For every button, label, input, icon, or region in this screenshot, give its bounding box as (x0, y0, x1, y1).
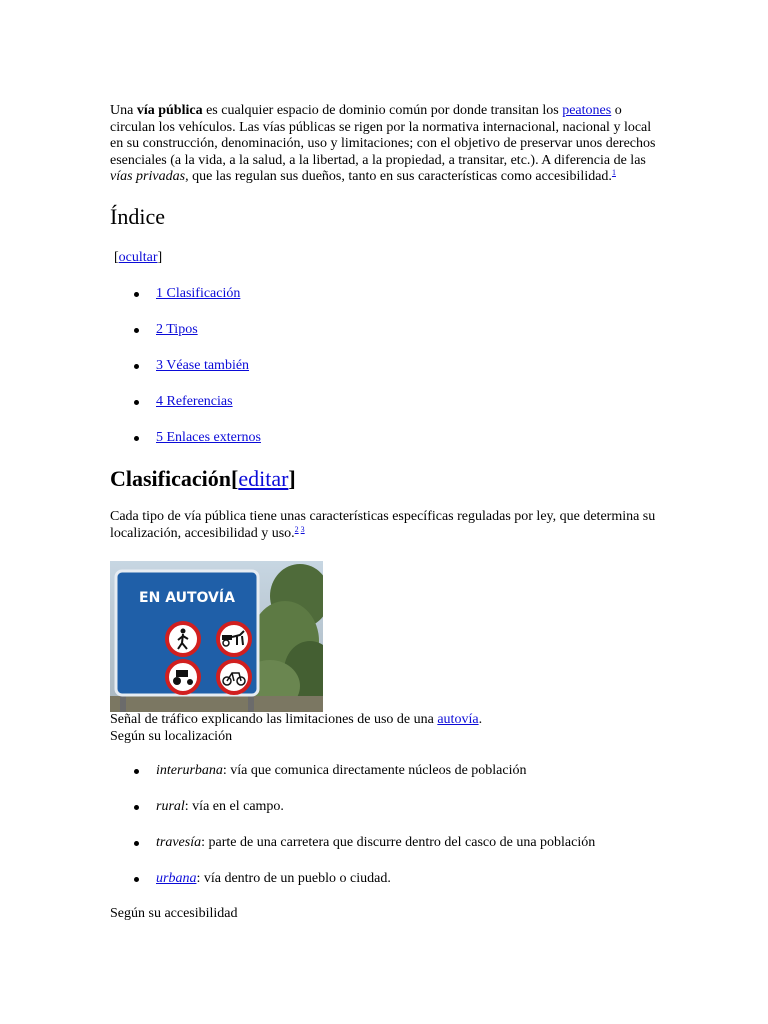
bullet (134, 769, 139, 774)
localizacion-label: Según su localización (110, 728, 233, 744)
toc-item (110, 394, 660, 411)
intro-text: es cualquier espacio de dominio común por donde transitan los (202, 103, 563, 118)
bullet (134, 436, 139, 441)
bullet (134, 841, 139, 846)
toc-item (110, 430, 660, 447)
no-tractors-icon (167, 661, 199, 693)
bullet (134, 328, 139, 333)
reference-link[interactable]: 2 (294, 524, 299, 534)
toc-link-tipos[interactable]: 2 Tipos (156, 321, 198, 337)
toc-link-referencias[interactable]: 4 Referencias (156, 393, 233, 409)
type-term: travesía (156, 834, 202, 850)
list-item (110, 835, 660, 852)
type-term: rural (156, 798, 185, 814)
autovia-link[interactable]: autovía (437, 712, 479, 727)
urbana-link[interactable] (156, 871, 196, 886)
intro-paragraph (110, 103, 660, 186)
type-desc: : vía dentro de un pueblo o ciudad. (196, 870, 391, 886)
article (110, 103, 660, 923)
section-heading (110, 467, 660, 491)
bullet (134, 877, 139, 882)
type-term: interurbana (156, 762, 223, 778)
list-item (110, 799, 660, 816)
toc-link-clasificacion[interactable]: 1 Clasificación (156, 285, 241, 301)
toc-item (110, 322, 660, 339)
intro-text: , que las regulan sus dueños, tanto en sus características como accesibilidad. (185, 169, 612, 184)
toc-link-enlaces[interactable]: 5 Enlaces externos (156, 429, 261, 445)
reference-link[interactable]: 3 (300, 524, 305, 534)
intro-term: vía pública (136, 103, 203, 118)
caption-text: Señal de tráfico explicando las limitaciones de uso de una (110, 712, 438, 727)
type-desc: : parte de una carretera que discurre dentro del casco de una población (201, 834, 596, 850)
section-text: Cada tipo de vía pública tiene unas características específicas reguladas por ley, que determina su localización, accesibilidad y uso. (110, 509, 656, 541)
bullet (134, 805, 139, 810)
bullet (134, 364, 139, 369)
types-list (110, 763, 660, 888)
type-desc: : vía que comunica directamente núcleos de población (222, 762, 527, 778)
bullet (134, 292, 139, 297)
toc-title: Índice (110, 203, 165, 229)
section-paragraph (110, 509, 660, 542)
vias-privadas-term: vías privadas (110, 169, 186, 184)
toc-item (110, 286, 660, 303)
bracket: ] (157, 249, 163, 265)
section-title: Clasificación (110, 466, 231, 491)
toc-link-vease[interactable]: 3 Véase también (156, 357, 250, 373)
image-caption (110, 712, 660, 729)
bracket: ] (288, 466, 296, 491)
list-item (110, 763, 660, 780)
sign-caption: EN AUTOVÍA (139, 590, 235, 606)
no-pedestrians-icon (167, 623, 199, 655)
road-sign-photo (110, 561, 323, 712)
type-desc: : vía en el campo. (184, 798, 284, 814)
bullet (134, 400, 139, 405)
toc-toggle (114, 250, 660, 267)
type-term: urbana (156, 870, 197, 886)
toc-list (110, 286, 660, 447)
edit-link[interactable]: editar (238, 466, 289, 491)
no-bicycles-icon (218, 661, 250, 693)
toc-hide-link[interactable]: ocultar (118, 249, 158, 265)
caption-text: . (478, 712, 483, 727)
no-animal-carts-icon (218, 623, 250, 655)
list-item (110, 871, 660, 888)
peatones-link[interactable]: peatones (562, 103, 612, 118)
bracket: [ (231, 466, 239, 491)
intro-text: o circulan los vehículos. Las vías públicas se rigen por la normativa internacional, nacional y local en su construcción, denominación, uso y limitaciones; con el objetivo de preservar unos derechos esenciales (a la vida, a la salud, a la libertad, a la propiedad, a transitar, etc.). A diferencia de las (110, 103, 656, 168)
reference-link[interactable]: 1 (611, 168, 616, 177)
intro-text: Una (110, 103, 137, 118)
accesibilidad-label: Según su accesibilidad (110, 906, 238, 921)
bracket: [ (114, 249, 119, 265)
toc-item (110, 358, 660, 375)
